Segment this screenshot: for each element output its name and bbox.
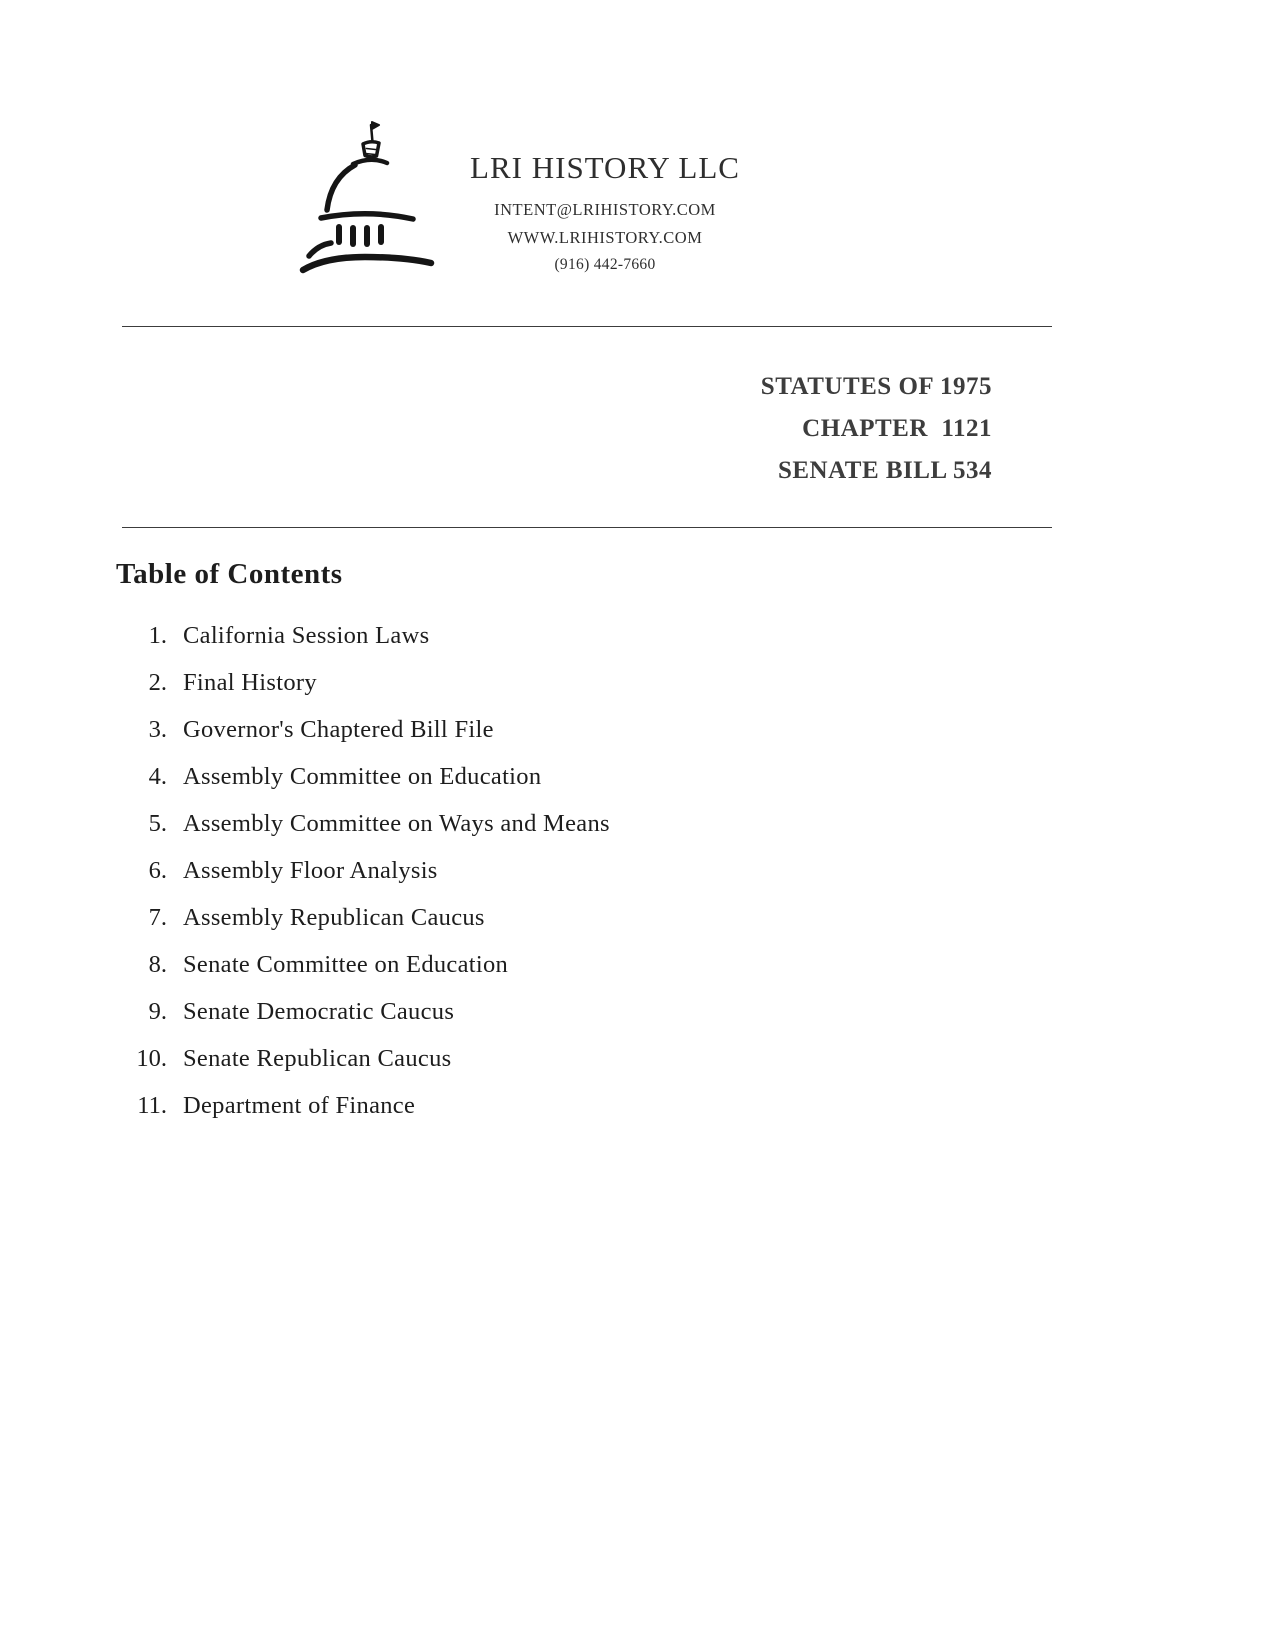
- toc-item-label: Senate Democratic Caucus: [183, 998, 455, 1025]
- toc-item: [110, 998, 610, 1045]
- reference-block: [500, 366, 992, 492]
- chapter-line: CHAPTER 1121: [802, 415, 992, 442]
- toc-item-label: California Session Laws: [183, 622, 430, 649]
- toc-item-label: Assembly Committee on Ways and Means: [183, 810, 610, 837]
- toc-item: [110, 716, 610, 763]
- toc-item-label: Senate Committee on Education: [183, 951, 509, 978]
- statutes-line: STATUTES OF 1975: [760, 373, 992, 400]
- toc-title: Table of Contents: [116, 558, 343, 590]
- toc-item-number: 11.: [137, 1092, 167, 1119]
- toc-item: [110, 1092, 610, 1139]
- toc-item: [110, 857, 610, 904]
- toc-item-number: 7.: [148, 904, 167, 931]
- toc-item-label: Senate Republican Caucus: [183, 1045, 452, 1072]
- toc-item-number: 10.: [136, 1045, 167, 1072]
- toc-item-number: 2.: [148, 669, 167, 696]
- capitol-building-icon: [295, 120, 445, 290]
- toc-item: [110, 1045, 610, 1092]
- toc-list: [110, 622, 610, 1139]
- divider-top: [122, 326, 1052, 327]
- toc-item: [110, 622, 610, 669]
- toc-item-number: 8.: [148, 951, 167, 978]
- toc-item-label: Assembly Floor Analysis: [183, 857, 438, 884]
- company-name: LRI HISTORY LLC: [470, 150, 740, 185]
- toc-item-number: 5.: [148, 810, 167, 837]
- toc-item: [110, 904, 610, 951]
- letterhead: [430, 150, 780, 282]
- company-website: WWW.LRIHISTORY.COM: [507, 228, 703, 247]
- toc-item: [110, 763, 610, 810]
- toc-item-label: Assembly Republican Caucus: [183, 904, 485, 931]
- company-phone: (916) 442-7660: [554, 256, 656, 273]
- senate-bill-line: SENATE BILL 534: [777, 457, 992, 484]
- toc-item-number: 9.: [148, 998, 167, 1025]
- divider-bottom: [122, 527, 1052, 528]
- toc-item-label: Final History: [183, 669, 317, 696]
- toc-item-number: 4.: [148, 763, 167, 790]
- toc-item: [110, 669, 610, 716]
- toc-item-number: 6.: [148, 857, 167, 884]
- toc-item-number: 3.: [148, 716, 167, 743]
- toc-item: [110, 951, 610, 998]
- toc-item-number: 1.: [148, 622, 167, 649]
- toc-item: [110, 810, 610, 857]
- toc-item-label: Assembly Committee on Education: [183, 763, 542, 790]
- company-email: INTENT@LRIHISTORY.COM: [494, 200, 716, 219]
- toc-item-label: Governor's Chaptered Bill File: [183, 716, 494, 743]
- toc-item-label: Department of Finance: [183, 1092, 416, 1119]
